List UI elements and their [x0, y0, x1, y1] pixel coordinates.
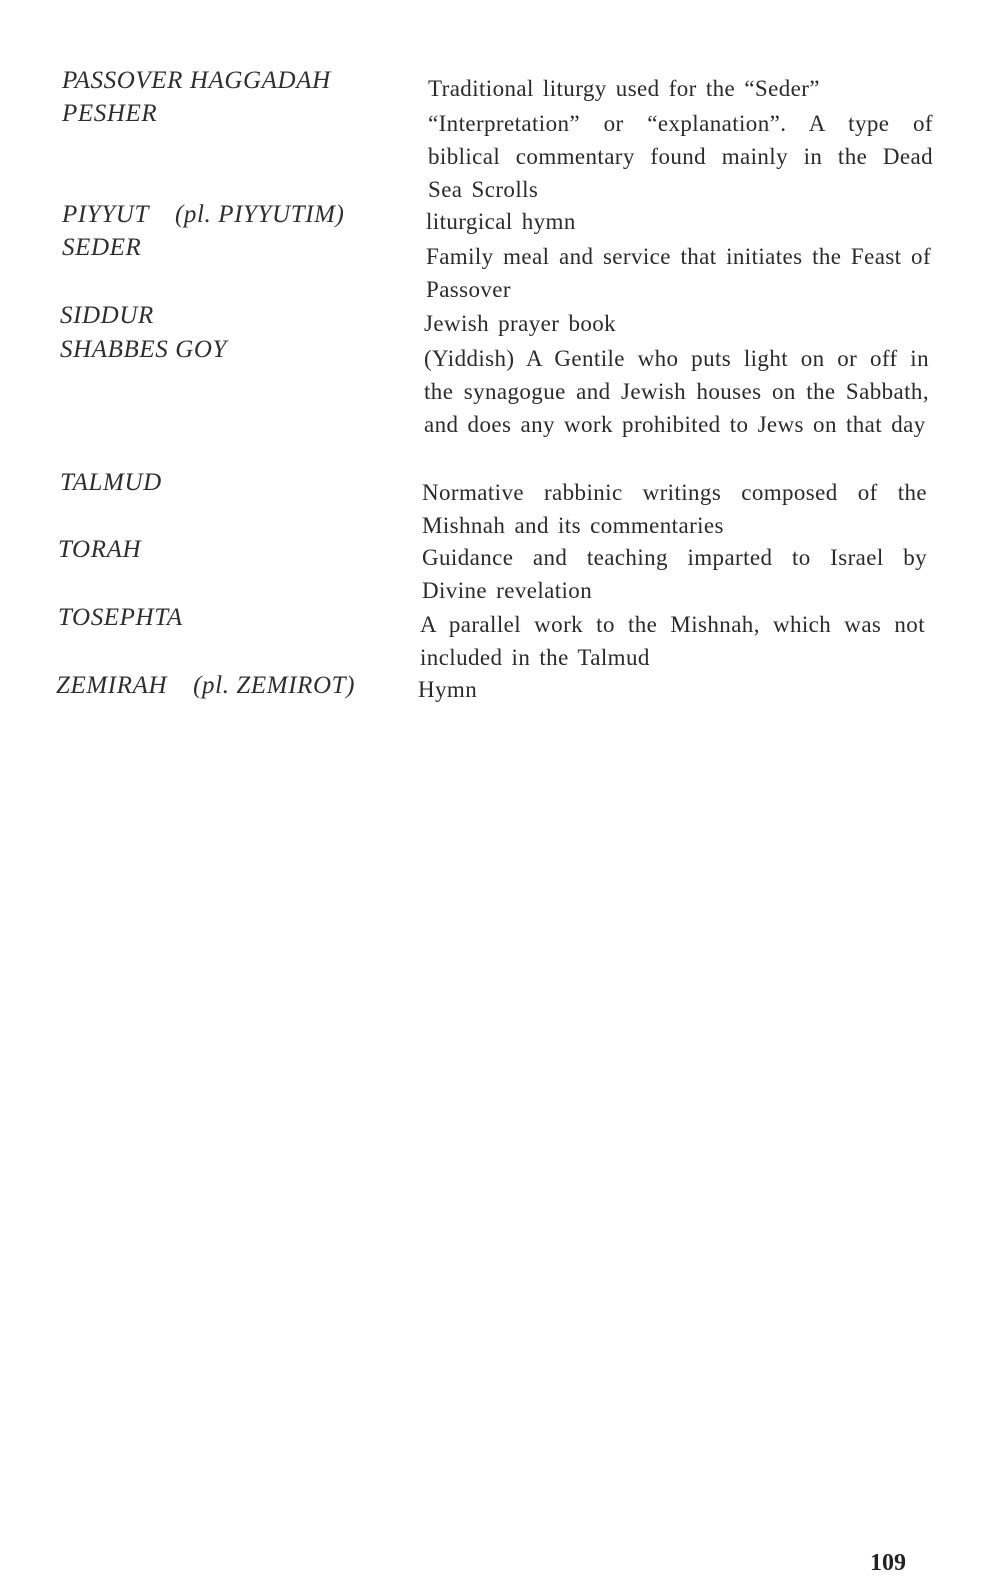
entry-term — [60, 333, 227, 366]
entry-definition: (Yiddish) A Gentile who puts light on or off in the synagogue and Jewish houses on the Sabbath, and does any work prohibited to Jews on that day — [424, 346, 929, 437]
entry-definition: Hymn — [418, 677, 478, 702]
term-text: PESHER — [62, 100, 158, 127]
entry-term — [62, 231, 141, 264]
entry-definition: Family meal and service that initiates the Feast of Passover — [426, 244, 931, 302]
page-number: 109 — [870, 1550, 906, 1576]
entry-term — [62, 97, 157, 130]
term-text: PIYYUT — [62, 201, 149, 228]
entry-definition: “Interpretation” or “explanation”. A type of biblical commentary found mainly in the Dead Sea Scrolls — [428, 111, 933, 202]
entry-definition: liturgical hymn — [426, 209, 576, 234]
entry-definition: Normative rabbinic writings composed of the Mishnah and its commentaries — [422, 480, 927, 538]
entry-definition: Guidance and teaching imparted to Israel by Divine revelation — [422, 545, 927, 603]
term-text: PASSOVER HAGGADAH — [62, 67, 331, 94]
entry-term — [62, 198, 344, 231]
entry-term — [56, 669, 355, 702]
term-text: TORAH — [58, 536, 142, 563]
term-plural: (pl. PIYYUTIM) — [174, 201, 345, 228]
term-text: TALMUD — [60, 469, 162, 496]
entry-definition: Traditional liturgy used for the “Seder” — [428, 76, 820, 101]
term-text: SHABBES GOY — [60, 336, 228, 363]
term-text: SIDDUR — [60, 302, 154, 329]
entry-term — [62, 64, 331, 97]
entry-term — [58, 601, 183, 634]
term-text: ZEMIRAH — [56, 672, 168, 699]
entry-term — [60, 299, 154, 332]
entry-definition: Jewish prayer book — [424, 311, 617, 336]
entry-term — [58, 533, 141, 566]
entry-definition: A parallel work to the Mishnah, which was not included in the Talmud — [420, 612, 925, 670]
term-text: TOSEPHTA — [58, 604, 183, 631]
entry-term — [60, 466, 162, 499]
term-plural: (pl. ZEMIROT) — [193, 672, 356, 699]
term-text: SEDER — [62, 234, 142, 261]
